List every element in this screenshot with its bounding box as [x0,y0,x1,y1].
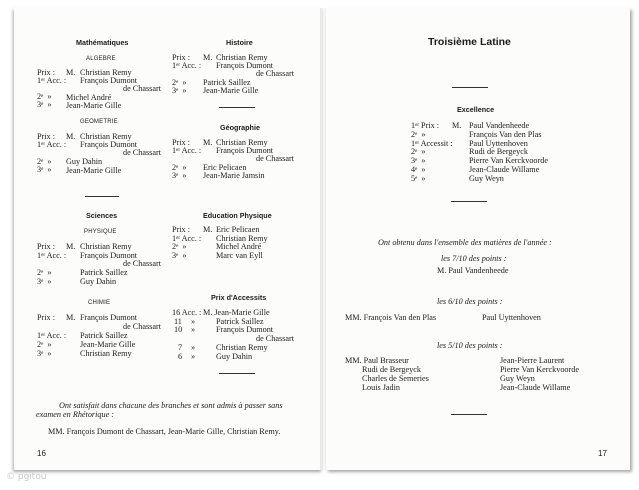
rank-name: Guy Weyn [469,174,504,183]
heading-mathematiques: Mathématiques [76,38,129,47]
accessit-quote: » [191,352,196,361]
prix-name: Christian Remy [80,68,132,77]
prix-m: M. [203,138,213,147]
prix-m: M. [66,313,76,322]
page-number-left: 16 [37,449,46,458]
six-tenths-label: les 6/10 des points : [437,297,503,306]
acc3-name: Guy Dahin [80,277,117,286]
accessit-name-cont: de Chassart [256,334,294,343]
acc2-name: Michel André [66,93,112,102]
acc3-label: 3e » [172,251,187,260]
acc1-name-cont: de Chassart [123,84,161,93]
prix-label: Prix : [37,313,55,322]
prix-label: Prix : [37,132,55,141]
rank-name: Rudi de Bergeyck [469,147,528,156]
prix-label: Prix : [172,53,190,62]
section-divider [451,414,487,415]
footer-note-line2: examen en Rhétorique : [36,410,114,419]
six-tenths-name-right: Paul Uyttenhoven [482,313,541,322]
accessit-count: 11 [174,317,182,326]
acc1-name: François Dumont [216,61,274,70]
prix-m: M. [203,53,213,62]
acc1-name: Patrick Saillez [80,331,128,340]
rank-name: Jean-Claude Willame [469,165,540,174]
prix-label: Prix : [172,138,190,147]
acc2-label: 2e » [37,157,52,166]
footer-names: MM. François Dumont de Chassart, Jean-Marie Gille, Christian Remy. [48,427,281,436]
prix-m: M. [66,132,76,141]
acc2-label: 2e » [37,268,52,277]
rank-label: 2e » [411,147,426,156]
list-item: Rudi de Bergeyck [362,365,421,374]
seven-tenths-names: M. Paul Vandenheede [437,266,509,275]
acc1-label: 1er Acc. : [172,234,202,243]
acc3-name: Jean-Marie Gille [203,86,259,95]
acc2-name: Eric Pelicaen [203,163,247,172]
prix-m: M. [66,242,76,251]
accessit-quote: » [191,317,196,326]
acc1-name-cont: de Chassart [123,259,161,268]
prix-name: Christian Remy [216,53,268,62]
prix-label: 1er Prix : [411,121,440,130]
list-item: MM. Paul Brasseur [345,356,409,365]
accessit-count: 16 Acc. : [172,308,202,317]
acc3-label: 3e » [37,100,52,109]
accessit-name: Christian Remy [216,343,268,352]
heading-geographie: Géographie [220,123,260,132]
accessit-name: M. Jean-Marie Gille [203,308,270,317]
acc2-label: 2e » [172,163,187,172]
heading-histoire: Histoire [226,38,253,47]
heading-sciences: Sciences [86,211,118,220]
rank-label: 3e » [411,156,426,165]
prix-m: M. [203,225,213,234]
heading-prix-accessits: Prix d'Accessits [211,293,267,302]
rank-label: 5e » [411,174,426,183]
six-tenths-name-left: MM. François Van den Plas [345,313,437,322]
section-divider [452,87,488,88]
acc3-label: 3e » [172,86,187,95]
list-item: Louis Jadin [362,383,400,392]
acc1-label: 1er Acc. : [37,331,67,340]
list-item: Guy Weyn [500,374,535,383]
acc2-name: Michel André [216,242,262,251]
acc3-label: 3e » [37,165,52,174]
page-title: Troisième Latine [428,36,511,48]
prix-label: Prix : [37,242,55,251]
prix-m: M. [452,121,462,130]
acc2-label: 2e » [37,340,52,349]
subheading-chimie: CHIMIE [88,300,111,306]
accessit-count: 7 [178,343,183,352]
acc3-label: 3e » [37,349,52,358]
subheading-physique: PHYSIQUE [84,229,117,235]
accessit-quote: » [191,325,196,334]
acc3-label: 3e » [37,277,52,286]
page-number-right: 17 [598,449,607,458]
prix-name: Christian Remy [80,242,132,251]
accessit-name: Patrick Saillez [216,317,264,326]
section-divider [219,107,255,108]
section-divider [219,373,255,374]
acc1-name: François Dumont [80,251,138,260]
rank-label: 4e » [411,165,426,174]
acc1-name-cont: de Chassart [256,69,294,78]
prix-m: M. [66,68,76,77]
acc3-name: Christian Remy [80,349,132,358]
acc1-label: 1er Acc. : [172,61,202,70]
seven-tenths-label: les 7/10 des points : [441,254,507,263]
acc1-label: 1er Acc. : [37,251,67,260]
prix-name: Eric Pelicaen [216,225,260,234]
acc2-name: Jean-Marie Gille [80,340,136,349]
acc3-name: Jean-Marie Jamsin [203,171,265,180]
acc2-name: Patrick Saillez [203,78,251,87]
watermark: © pgitou [6,472,47,482]
list-item: Jean-Pierre Laurent [500,356,565,365]
heading-excellence: Excellence [457,105,495,114]
rank-label: 1er Accessit : [411,139,453,148]
acc3-label: 3e » [172,171,187,180]
prix-name-cont: de Chassart [123,322,161,331]
heading-education-physique: Education Physique [203,211,272,220]
acc2-name: Guy Dahin [66,157,103,166]
prix-name: Christian Remy [216,138,268,147]
acc1-label: 1er Acc. : [37,140,67,149]
footer-note-line1: Ont satisfait dans chacune des branches et sont admis à passer sans [59,401,283,410]
accessit-count: 6 [178,352,183,361]
section-divider [85,196,119,197]
acc1-name-cont: de Chassart [123,148,161,157]
acc1-name: François Dumont [216,146,274,155]
acc3-name: Jean-Marie Gille [66,166,122,175]
acc3-name: Marc van Eyll [216,251,263,260]
list-item: Pierre Van Kerckvoorde [500,365,579,374]
obtenu-intro: Ont obtenu dans l'ensemble des matières de l'année : [378,238,552,247]
prix-name: Christian Remy [80,132,132,141]
acc2-name: Patrick Saillez [80,268,128,277]
prix-label: Prix : [37,68,55,77]
acc3-name: Jean-Marie Gille [66,101,122,110]
subheading-geometrie: GEOMETRIE [80,119,118,125]
section-divider [451,201,487,202]
acc1-name: François Dumont [80,140,138,149]
list-item: Jean-Claude Willame [500,383,571,392]
five-tenths-label: les 5/10 des points : [437,341,503,350]
prix-name: François Dumont [80,313,138,322]
accessit-name: Guy Dahin [216,352,253,361]
acc1-name-cont: de Chassart [256,154,294,163]
accessit-quote: » [191,343,196,352]
rank-name: François Van den Plas [469,130,542,139]
acc1-label: 1er Acc. : [172,146,202,155]
acc2-label: 2e » [37,92,52,101]
accessit-name: François Dumont [216,325,274,334]
acc2-label: 2e » [172,242,187,251]
subheading-algebre: ALGEBRE [86,56,116,62]
list-item: Charles de Semeries [362,374,429,383]
acc1-label: 1er Acc. : [37,76,67,85]
acc1-name: Christian Remy [216,234,268,243]
rank-label: 2e » [411,130,426,139]
accessit-count: 10 [174,325,183,334]
prix-name: Paul Vandenheede [469,121,530,130]
acc1-name: François Dumont [80,76,138,85]
rank-name: Pierre Van Kerckvoorde [469,156,548,165]
rank-name: Paul Uyttenhoven [469,139,528,148]
acc2-label: 2e » [172,78,187,87]
prix-label: Prix : [172,225,190,234]
